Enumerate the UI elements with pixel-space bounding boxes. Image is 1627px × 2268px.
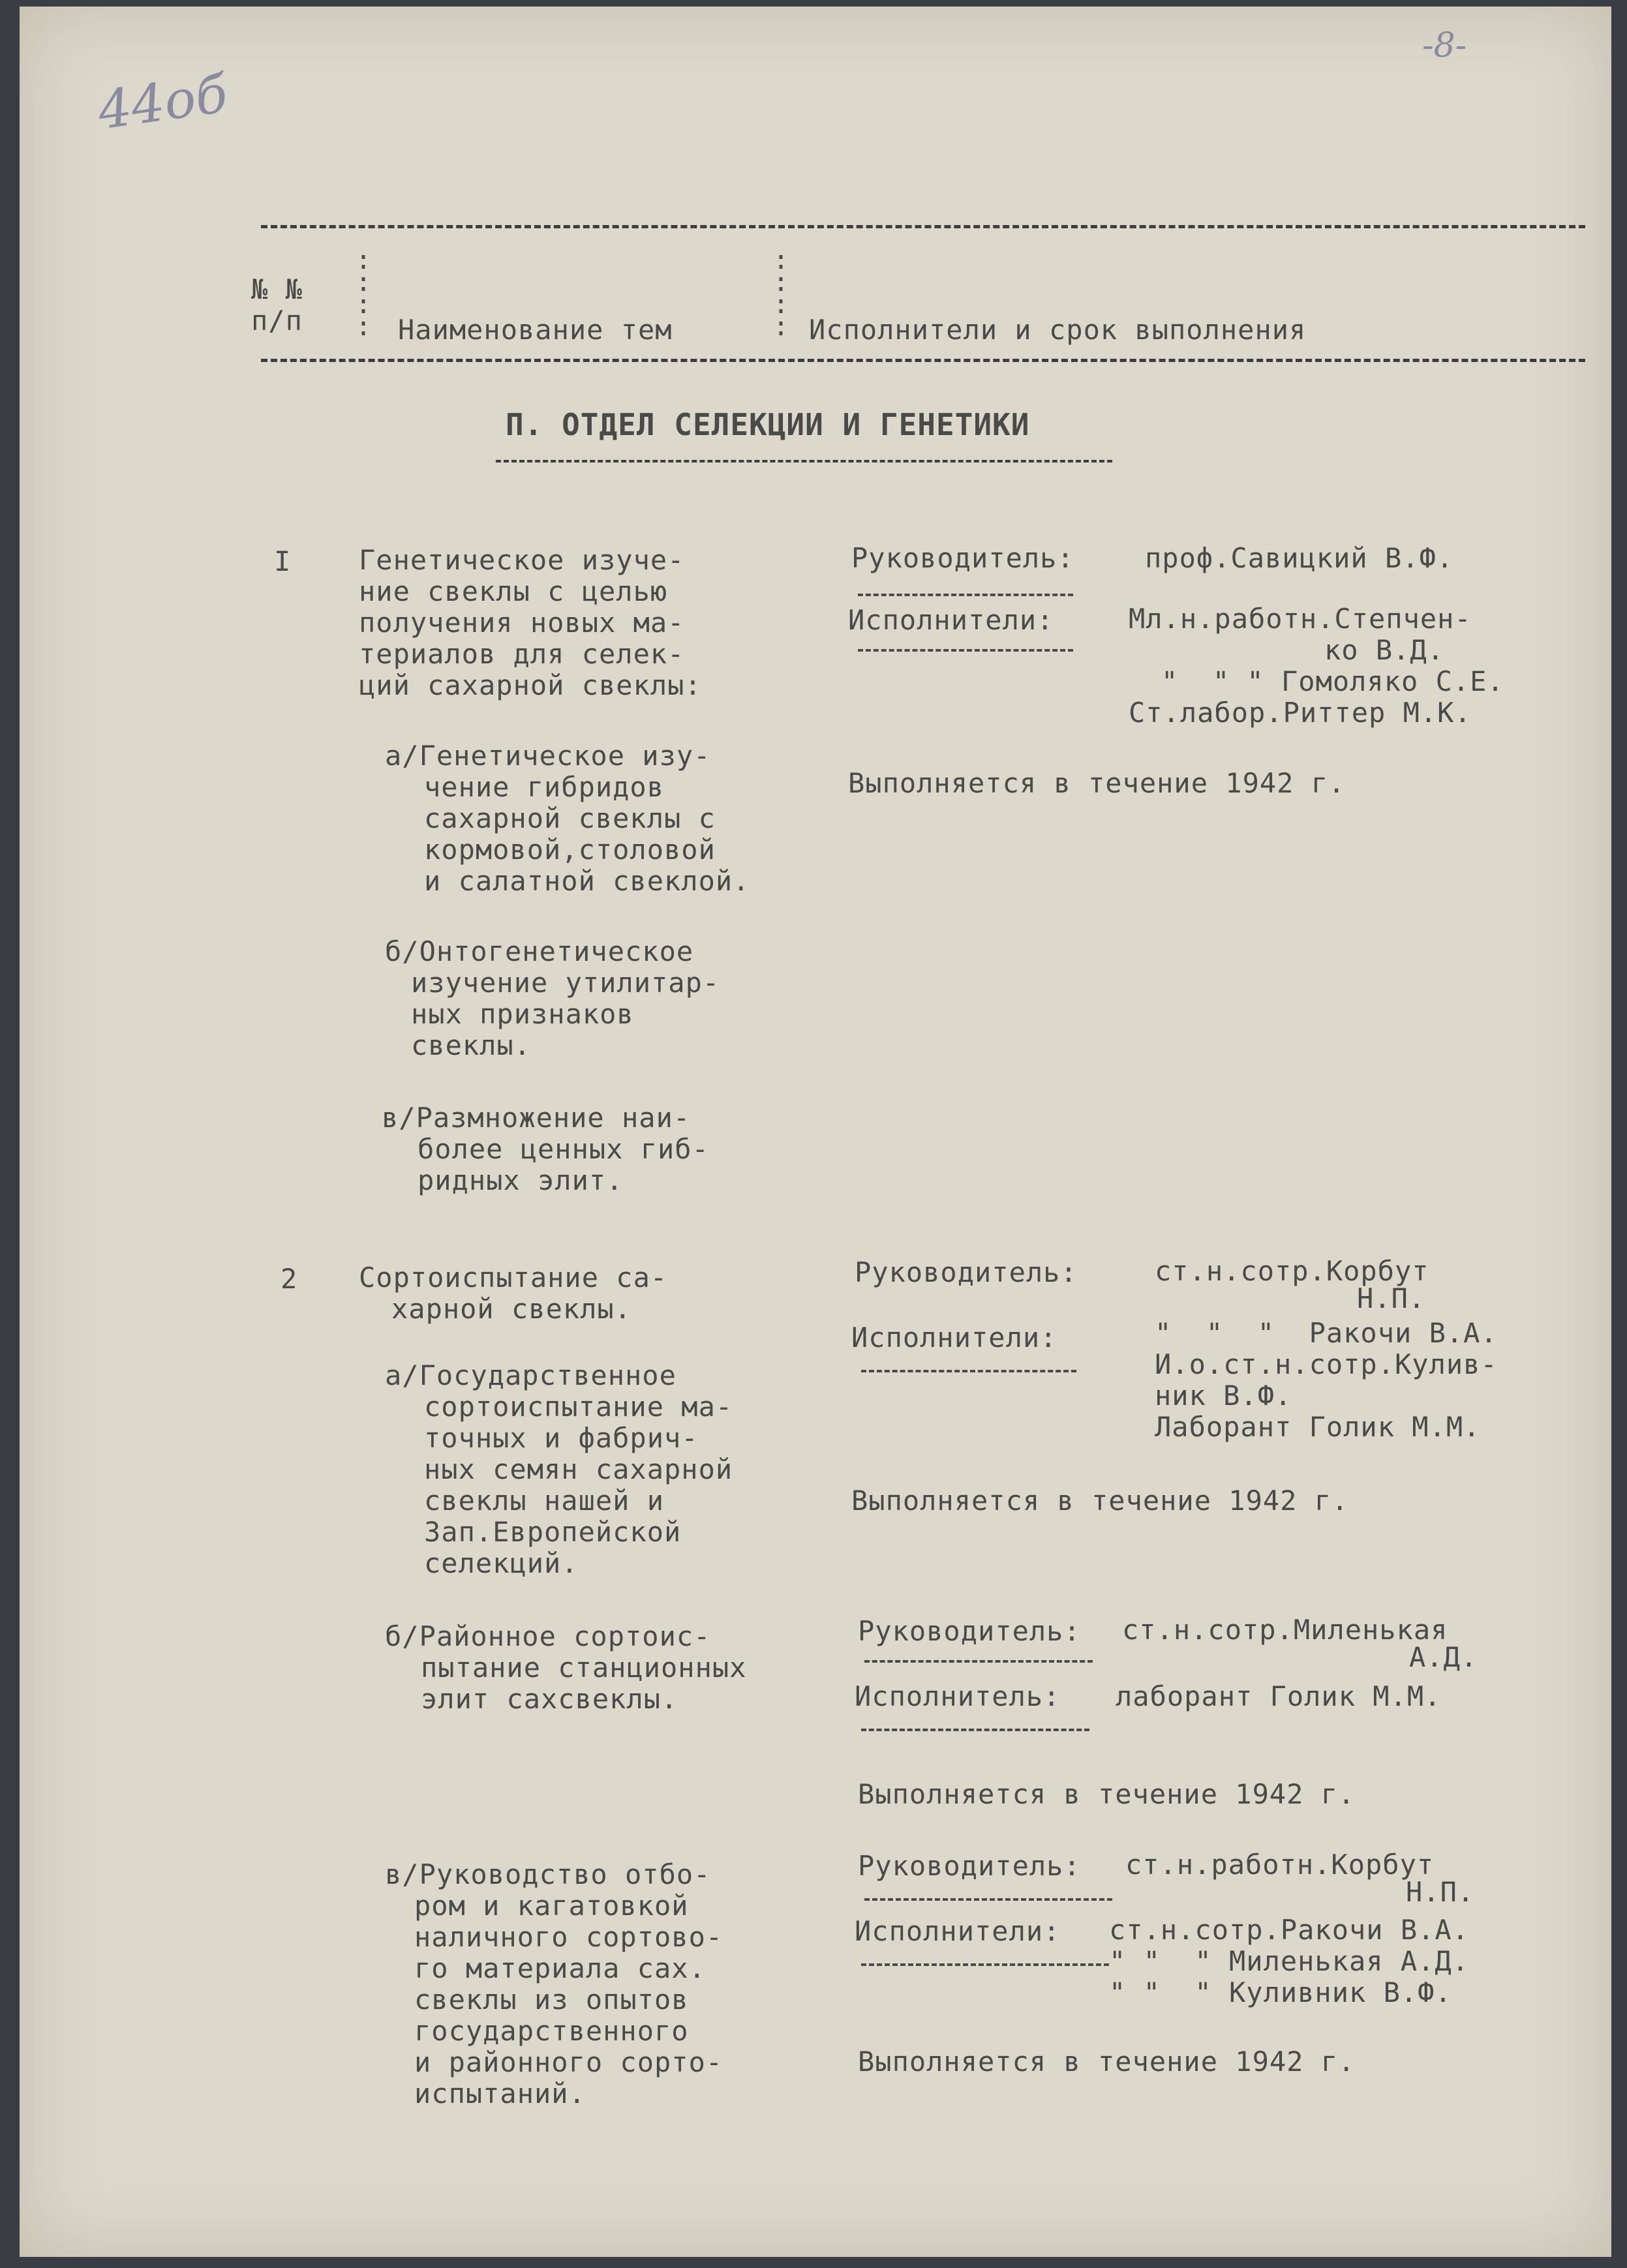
item1-term: Выполняется в течение 1942 г. [848, 767, 1346, 799]
item2-b-exec-underline [861, 1729, 1089, 1731]
item2-c-exec-label: Исполнители: [855, 1915, 1061, 1947]
item2-sub-b: б/Районное сортоис- пытание станционных элит сахсвеклы. [385, 1620, 747, 1715]
item1-topic: Генетическое изуче- ние свеклы с целью получения новых ма- териалов для селек- ций сахарной свеклы: [359, 544, 702, 701]
header-separator-2: : : : : [773, 245, 789, 342]
section-title: П. ОТДЕЛ СЕЛЕКЦИИ И ГЕНЕТИКИ [506, 407, 1030, 442]
page-number: -8- [1422, 26, 1467, 65]
item2-c-executors: ст.н.сотр.Ракочи В.А. " " " Миленькая А.Д. " " " Куливник В.Ф. [1109, 1914, 1470, 2008]
header-top-rule [261, 225, 1585, 228]
item2-term-b: Выполняется в течение 1942 г. [858, 1778, 1356, 1810]
item2-leader: ст.н.сотр.Корбут Н.П. [1155, 1255, 1429, 1314]
item2-term-a: Выполняется в течение 1942 г. [851, 1485, 1349, 1517]
item1-sub-a: а/Генетическое изу- чение гибридов сахарной свеклы с кормовой,столовой и салатной свеклой. [385, 740, 750, 897]
item1-leader: проф.Савицкий В.Ф. [1145, 542, 1454, 574]
item2-executors: " " " Ракочи В.А. И.о.ст.н.сотр.Кулив- ник В.Ф. Лаборант Голик М.М. [1155, 1317, 1498, 1443]
item2-topic: Сортоиспытание са- харной свеклы. [359, 1262, 668, 1325]
document-page [20, 7, 1611, 2257]
item2-b-leader-underline [864, 1660, 1093, 1663]
item2-b-leader: ст.н.сотр.Миленькая А.Д. [1122, 1614, 1478, 1673]
item2-sub-c: в/Руководство отбо- ром и кагатовкой наличного сортово- го материала сах. свеклы из опытов государственного и районного сорто- испытаний. [385, 1858, 723, 2109]
item1-sub-b: б/Онтогенетическое изучение утилитар- ных признаков свеклы. [385, 935, 720, 1061]
item2-c-leader: ст.н.работн.Корбут Н.П. [1125, 1849, 1475, 1908]
item2-exec-underline [861, 1370, 1076, 1372]
item2-c-leader-label: Руководитель: [858, 1850, 1081, 1882]
item1-exec-underline [858, 649, 1073, 652]
header-executors: Исполнители и срок выполнения [809, 314, 1307, 346]
item2-c-leader-underline [864, 1898, 1112, 1901]
item2-term-c: Выполняется в течение 1942 г. [858, 2046, 1356, 2078]
header-bottom-rule [261, 359, 1585, 362]
item1-leader-underline [858, 594, 1073, 596]
item2-number: 2 [281, 1263, 298, 1295]
item2-c-exec-underline [861, 1963, 1109, 1966]
item1-exec-label: Исполнители: [848, 604, 1054, 636]
section-title-underline [496, 460, 1112, 462]
item2-b-exec-label: Исполнитель: [855, 1680, 1061, 1712]
item1-leader-label: Руководитель: [851, 542, 1074, 574]
item2-exec-label: Исполнители: [851, 1322, 1057, 1353]
item2-b-leader-label: Руководитель: [858, 1615, 1081, 1647]
item1-number: I [274, 545, 292, 577]
header-separator: : : : : [356, 245, 372, 342]
header-topic: Наименование тем [398, 314, 673, 346]
archive-number: 44об [94, 63, 232, 142]
item2-leader-label: Руководитель: [855, 1256, 1078, 1288]
item1-sub-c: в/Размножение наи- более ценных гиб- ридных элит. [382, 1102, 709, 1196]
item2-sub-a: а/Государственное сортоиспытание ма- точных и фабрич- ных семян сахарной свеклы нашей и Зап.Европейской селекций. [385, 1359, 733, 1579]
item2-b-exec: лаборант Голик М.М. [1116, 1680, 1442, 1712]
item1-executors: Мл.н.работн.Степчен- ко В.Д. " " " Гомоляко С.Е. Ст.лабор.Риттер М.К. [1129, 603, 1504, 729]
header-col-num: № № п/п [251, 273, 303, 337]
